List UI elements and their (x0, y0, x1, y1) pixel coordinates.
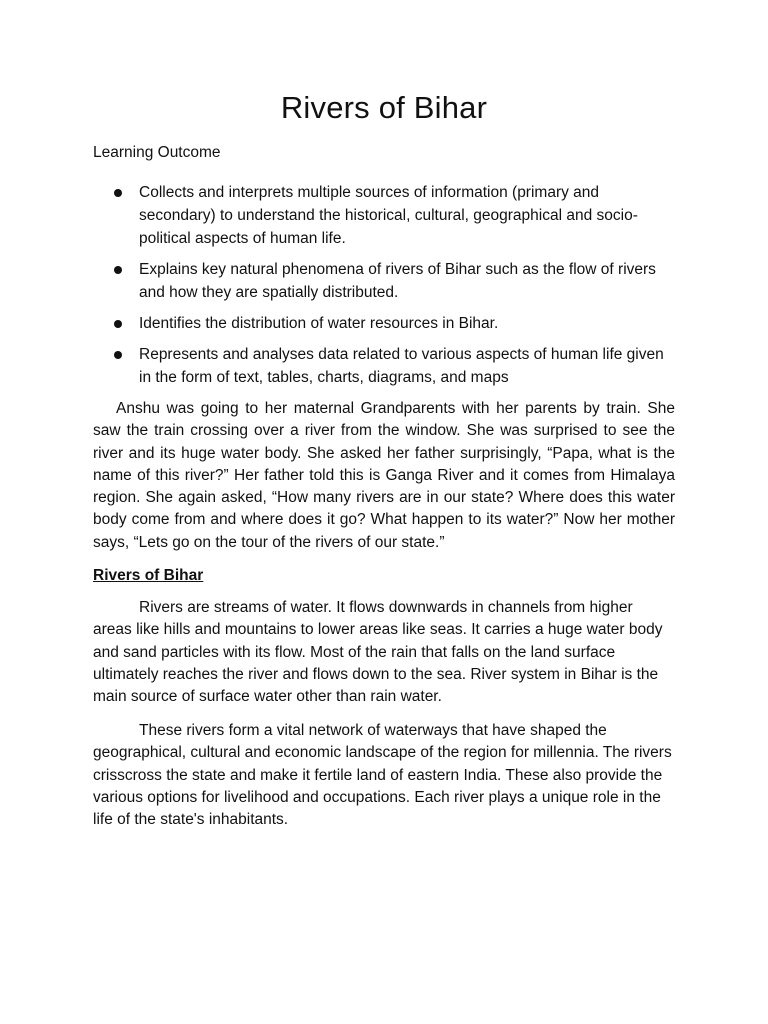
outcome-item (93, 312, 675, 335)
outcome-text: Explains key natural phenomena of rivers of Bihar such as the flow of rivers and how they are spatially distributed. (139, 261, 656, 301)
story-paragraph: Anshu was going to her maternal Grandparents with her parents by train. She saw the train crossing over a river from the window. She was surprised to see the river and its huge water body. She asked her father surprisingly, “Papa, what is the name of this river?” Her father told this is Ganga River and it comes from Himalaya region. She again asked, “How many rivers are in our state? Where does this water body come from and where does it go? What happen to its water?” Now her mother says, “Lets go on the tour of the rivers of our state.” (93, 400, 675, 551)
page-title: Rivers of Bihar (280, 90, 488, 125)
learning-outcome-heading: Learning Outcome (93, 144, 221, 161)
outcome-item (93, 181, 675, 250)
outcome-text: Collects and interprets multiple sources of information (primary and secondary) to understand the historical, cultural, geographical and socio-political aspects of human life. (139, 184, 638, 247)
section-heading: Rivers of Bihar (93, 567, 204, 584)
outcome-text: Represents and analyses data related to various aspects of human life given in the form of text, tables, charts, diagrams, and maps (139, 346, 664, 386)
bullet-icon (114, 320, 122, 328)
learning-outcome-list (93, 181, 675, 397)
outcome-item (93, 343, 675, 389)
body-paragraph: Rivers are streams of water. It flows downwards in channels from higher areas like hills and mountains to lower areas like seas. It carries a huge water body and sand particles with its flow. Most of the rain that falls on the land surface ultimately reaches the river and flows down to the sea. River system in Bihar is the main source of surface water other than rain water. (93, 599, 663, 706)
bullet-icon (114, 351, 122, 359)
outcome-text: Identifies the distribution of water resources in Bihar. (139, 315, 499, 332)
bullet-icon (114, 266, 122, 274)
outcome-item (93, 258, 675, 304)
bullet-icon (114, 189, 122, 197)
body-paragraph: These rivers form a vital network of waterways that have shaped the geographical, cultural and economic landscape of the region for millennia. The rivers crisscross the state and make it fertile land of eastern India. These also provide the various options for livelihood and occupations. Each river plays a unique role in the life of the state's inhabitants. (93, 722, 672, 829)
